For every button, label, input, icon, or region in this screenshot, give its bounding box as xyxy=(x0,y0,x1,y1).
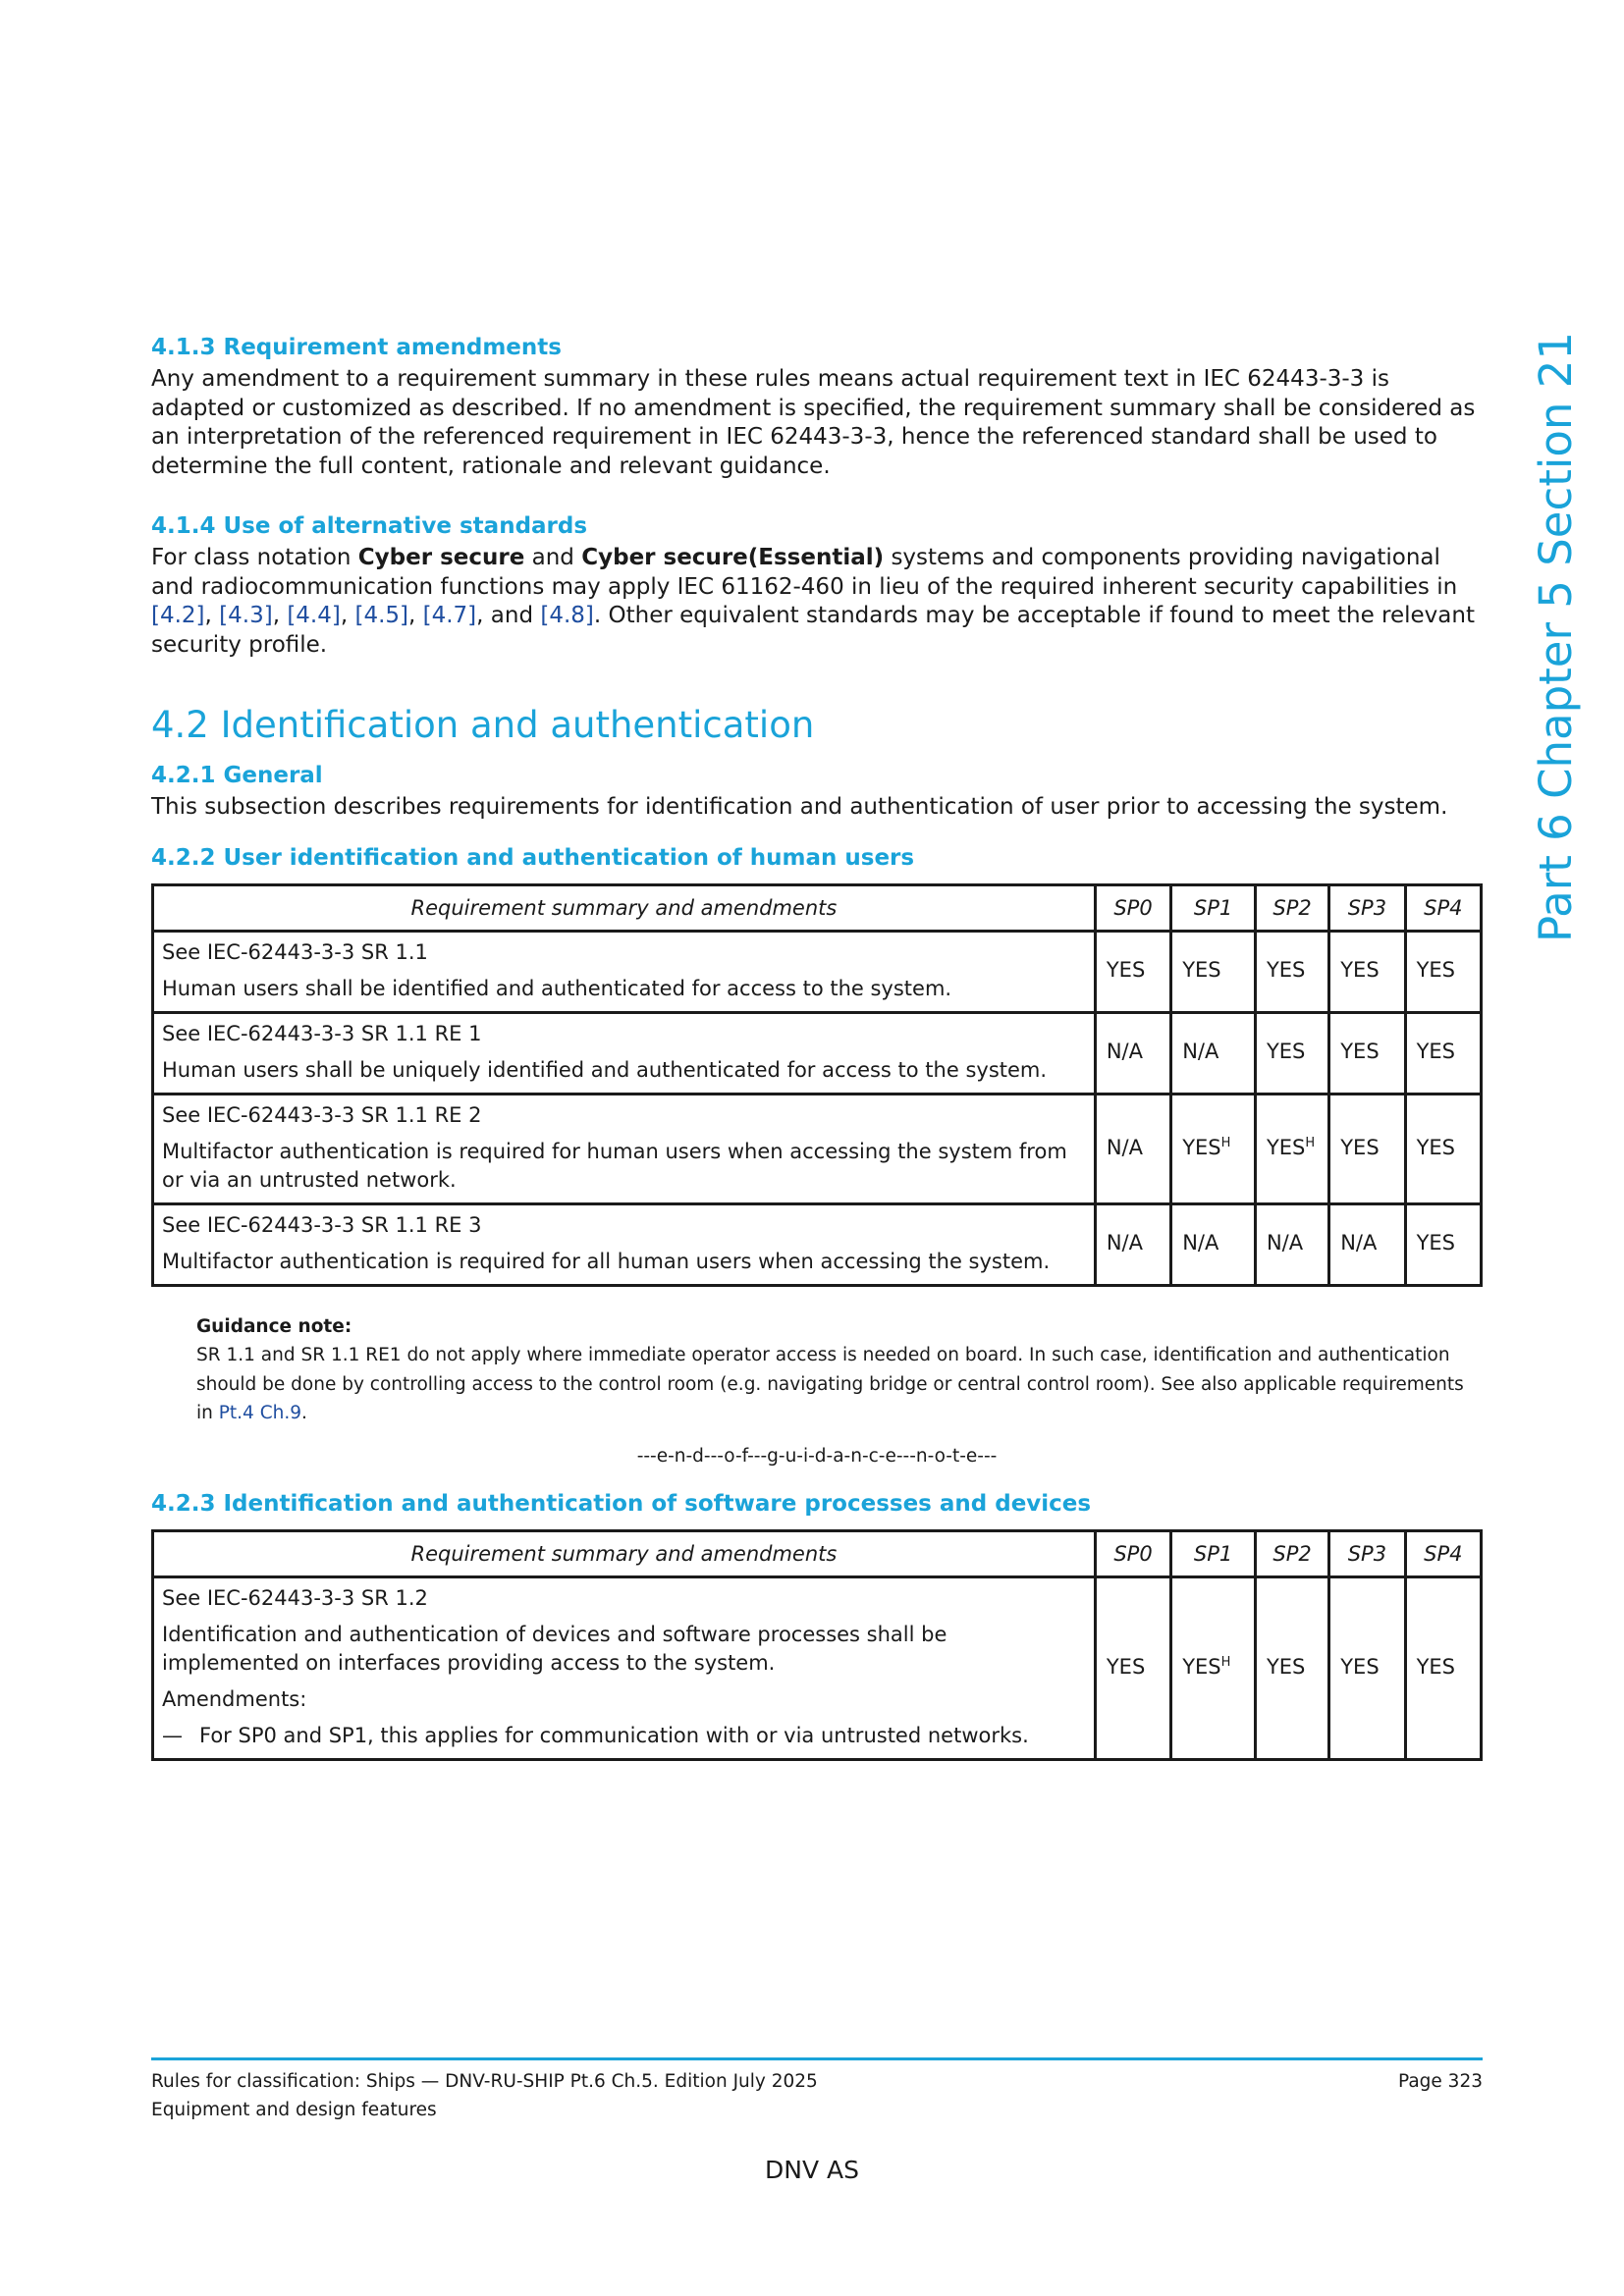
sp4-cell: YES xyxy=(1405,1203,1481,1285)
requirement-reference: See IEC-62443-3-3 SR 1.1 RE 2 xyxy=(162,1102,482,1127)
sp1-value: YES xyxy=(1182,1654,1221,1679)
heading-4-2-3: 4.2.3 Identification and authentication of software processes and devices xyxy=(151,1490,1092,1517)
text-segment: , xyxy=(408,603,423,628)
sp4-cell: YES xyxy=(1405,1094,1481,1203)
requirement-text: Multifactor authentication is required for all human users when accessing the system. xyxy=(162,1249,1051,1273)
ref-link-4-2[interactable]: [4.2] xyxy=(151,603,205,628)
ref-link-4-8[interactable]: [4.8] xyxy=(540,603,594,628)
sp2-value: YES xyxy=(1266,1135,1306,1159)
footer-chapter-title: Equipment and design features xyxy=(151,2100,437,2120)
heading-4-2-1: 4.2.1 General xyxy=(151,763,323,788)
guidance-end-marker: ---e-n-d---o-f---g-u-i-d-a-n-c-e---n-o-t-e--- xyxy=(636,1445,998,1467)
requirement-text: Human users shall be uniquely identified and authenticated for access to the system. xyxy=(162,1057,1048,1082)
requirements-table-devices xyxy=(151,1529,1483,1761)
requirement-reference: See IEC-62443-3-3 SR 1.1 xyxy=(162,939,428,964)
footer-document-title: Rules for classification: Ships — DNV-RU-SHIP Pt.6 Ch.5. Edition July 2025 xyxy=(151,2071,818,2092)
sp0-cell: N/A xyxy=(1095,1012,1170,1094)
header-requirement: Requirement summary and amendments xyxy=(153,1530,1096,1576)
table-row xyxy=(153,1094,1482,1203)
sp1-cell: YES xyxy=(1171,931,1256,1012)
amendments-list xyxy=(162,1722,1086,1750)
text-segment: . Other equivalent standards may be acceptable if found to meet the relevant security profile. xyxy=(151,603,1475,658)
requirement-text: Multifactor authentication is required for human users when accessing the system from or via an untrusted network. xyxy=(162,1139,1067,1192)
paragraph-4-1-3: Any amendment to a requirement summary in these rules means actual requirement text in IEC 62443-3-3 is adapted or customized as described. If no amendment is specified, the requirement summary shall be considered as an interpretation of the referenced requirement in IEC 62443-3-3, hence the referenced standard shall be used to determine the full content, rationale and relevant guidance. xyxy=(151,366,1476,479)
sp3-cell: YES xyxy=(1329,1576,1405,1759)
sp0-cell: N/A xyxy=(1095,1094,1170,1203)
text-segment: . xyxy=(301,1403,307,1423)
paragraph-4-2-1: This subsection describes requirements for identification and authentication of user prior to accessing the system. xyxy=(151,794,1448,820)
company-name: DNV AS xyxy=(765,2156,859,2184)
header-sp1: SP1 xyxy=(1171,1530,1256,1576)
header-sp3: SP3 xyxy=(1329,1530,1405,1576)
table-row xyxy=(153,931,1482,1012)
header-sp3: SP3 xyxy=(1329,884,1405,931)
sp3-cell: N/A xyxy=(1329,1203,1405,1285)
table-row xyxy=(153,1012,1482,1094)
guidance-note-text xyxy=(196,1341,1473,1428)
ref-link-4-5[interactable]: [4.5] xyxy=(354,603,408,628)
sp2-cell: YES xyxy=(1255,1576,1328,1759)
sp4-cell: YES xyxy=(1405,931,1481,1012)
sp0-cell: YES xyxy=(1095,1576,1170,1759)
requirement-cell xyxy=(153,1203,1096,1285)
section-4-1-4 xyxy=(151,510,1483,660)
sp1-cell: N/A xyxy=(1171,1203,1256,1285)
header-sp2: SP2 xyxy=(1255,1530,1328,1576)
table-row xyxy=(153,1203,1482,1285)
list-item xyxy=(162,1722,1086,1750)
text-segment: For class notation xyxy=(151,545,358,570)
superscript-h: H xyxy=(1220,1654,1231,1670)
sp1-cell xyxy=(1171,1576,1256,1759)
requirement-cell xyxy=(153,1576,1096,1759)
heading-4-2: 4.2 Identification and authentication xyxy=(151,704,815,746)
header-sp2: SP2 xyxy=(1255,884,1328,931)
sp3-cell: YES xyxy=(1329,1094,1405,1203)
heading-4-1-4: 4.1.4 Use of alternative standards xyxy=(151,513,588,539)
header-sp0: SP0 xyxy=(1095,884,1170,931)
sp4-cell: YES xyxy=(1405,1576,1481,1759)
notation-cyber-secure-essential: Cyber secure(Essential) xyxy=(581,545,885,570)
section-4-2-1 xyxy=(151,760,1483,823)
requirement-cell xyxy=(153,1094,1096,1203)
sp2-cell: YES xyxy=(1255,931,1328,1012)
requirement-cell xyxy=(153,931,1096,1012)
heading-4-1-3: 4.1.3 Requirement amendments xyxy=(151,335,562,360)
requirements-table-human-users xyxy=(151,883,1483,1287)
text-segment: and xyxy=(524,545,582,570)
sp0-cell: N/A xyxy=(1095,1203,1170,1285)
footer-divider xyxy=(151,2057,1483,2060)
ref-link-4-3[interactable]: [4.3] xyxy=(219,603,273,628)
sp1-cell xyxy=(1171,1094,1256,1203)
text-segment: SR 1.1 and SR 1.1 RE1 do not apply where immediate operator access is needed on board. In such case, identification and authentication should be done by controlling access to the control room (e.g. navigating bridge or central control room). See also applicable requirements in xyxy=(196,1345,1464,1423)
amendment-text: For SP0 and SP1, this applies for communication with or via untrusted networks. xyxy=(199,1723,1029,1747)
text-segment: , and xyxy=(476,603,541,628)
requirement-text: Human users shall be identified and authenticated for access to the system. xyxy=(162,976,952,1000)
header-sp4: SP4 xyxy=(1405,884,1481,931)
section-4-1-3 xyxy=(151,332,1483,481)
section-sidebar-label: Part 6 Chapter 5 Section 21 xyxy=(1530,332,1582,942)
text-segment: , xyxy=(272,603,288,628)
ref-link-4-7[interactable]: [4.7] xyxy=(422,603,477,628)
sp4-cell: YES xyxy=(1405,1012,1481,1094)
requirement-reference: See IEC-62443-3-3 SR 1.1 RE 1 xyxy=(162,1021,482,1045)
sp0-cell: YES xyxy=(1095,931,1170,1012)
superscript-h: H xyxy=(1305,1135,1316,1150)
sp3-cell: YES xyxy=(1329,1012,1405,1094)
header-sp1: SP1 xyxy=(1171,884,1256,931)
text-segment: systems and components providing navigational and radiocommunication functions may apply IEC 61162-460 in lieu of the required inherent security capabilities in xyxy=(151,545,1458,600)
pt4-ch9-link[interactable]: Pt.4 Ch.9 xyxy=(218,1403,301,1423)
notation-cyber-secure: Cyber secure xyxy=(357,545,525,570)
amendments-label: Amendments: xyxy=(162,1686,307,1711)
table-row xyxy=(153,1576,1482,1759)
page-content xyxy=(151,332,1483,1761)
header-sp0: SP0 xyxy=(1095,1530,1170,1576)
page-number: Page 323 xyxy=(1398,2071,1483,2092)
sp1-cell: N/A xyxy=(1171,1012,1256,1094)
ref-link-4-4[interactable]: [4.4] xyxy=(287,603,341,628)
sp2-cell: YES xyxy=(1255,1012,1328,1094)
page-footer xyxy=(151,2067,1483,2124)
sp3-cell: YES xyxy=(1329,931,1405,1012)
sp2-cell xyxy=(1255,1094,1328,1203)
text-segment: , xyxy=(204,603,220,628)
dash-bullet: — xyxy=(162,1723,183,1747)
guidance-note-title: Guidance note: xyxy=(196,1315,352,1337)
superscript-h: H xyxy=(1220,1135,1231,1150)
table-header-row xyxy=(153,884,1482,931)
sp1-value: YES xyxy=(1182,1135,1221,1159)
header-requirement: Requirement summary and amendments xyxy=(153,884,1096,931)
text-segment: , xyxy=(340,603,355,628)
paragraph-4-1-4 xyxy=(151,544,1483,660)
requirement-text: Identification and authentication of devices and software processes shall be implemented on interfaces providing access to the system. xyxy=(162,1622,947,1675)
table-header-row xyxy=(153,1530,1482,1576)
requirement-cell xyxy=(153,1012,1096,1094)
guidance-note xyxy=(196,1312,1473,1428)
header-sp4: SP4 xyxy=(1405,1530,1481,1576)
requirement-reference: See IEC-62443-3-3 SR 1.1 RE 3 xyxy=(162,1212,482,1237)
heading-4-2-2: 4.2.2 User identification and authentication of human users xyxy=(151,844,915,871)
requirement-reference: See IEC-62443-3-3 SR 1.2 xyxy=(162,1585,428,1610)
sp2-cell: N/A xyxy=(1255,1203,1328,1285)
